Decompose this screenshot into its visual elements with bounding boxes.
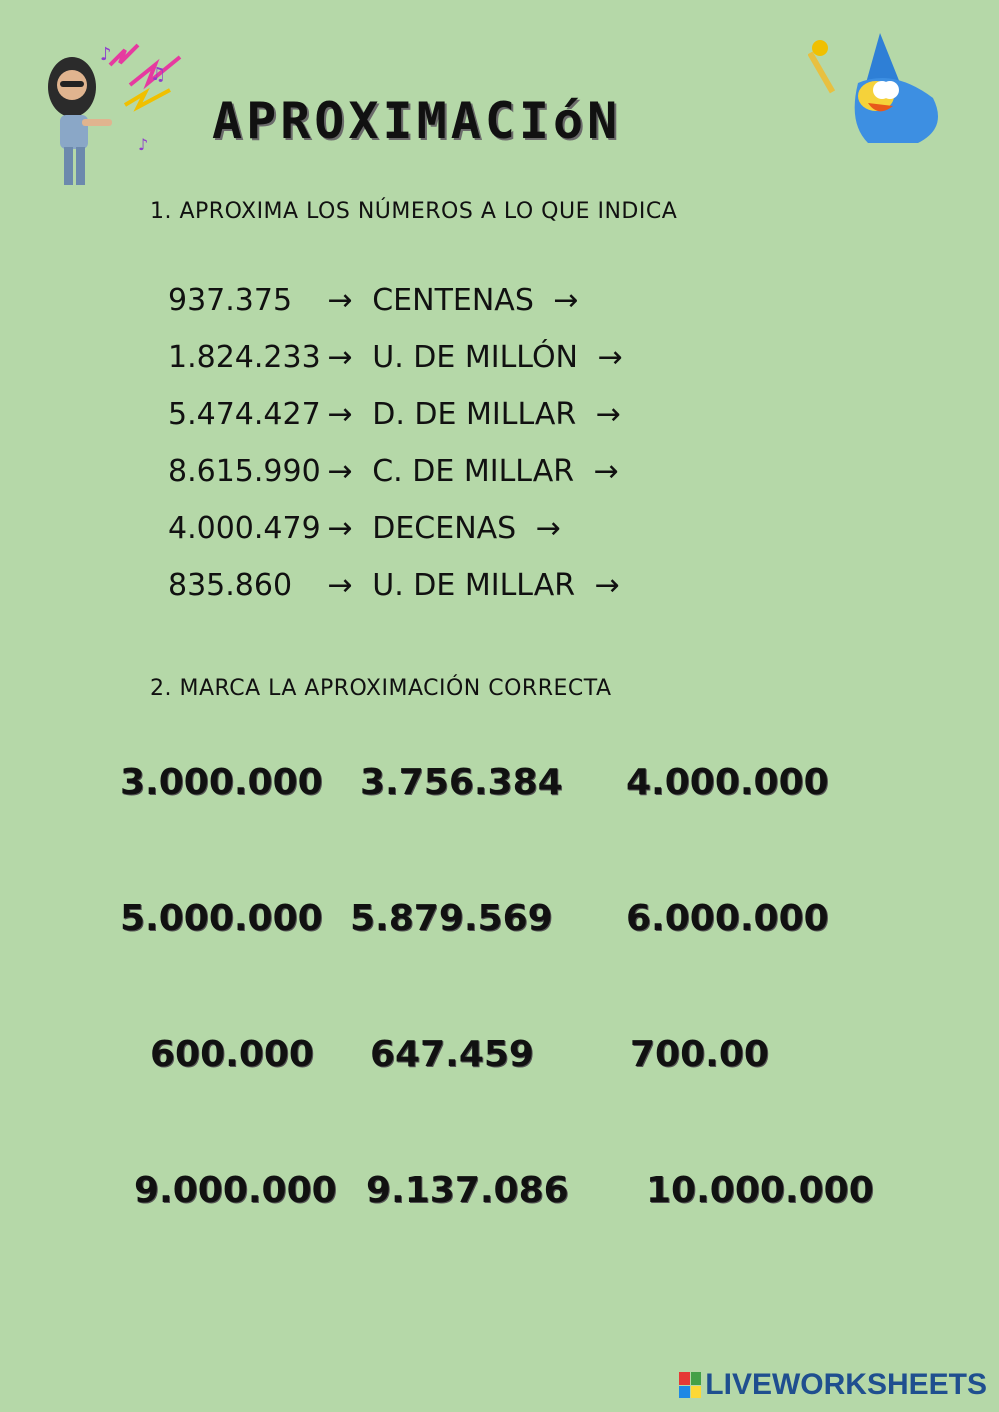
option-value[interactable]: 9.137.086 — [366, 1170, 569, 1211]
section1-instruction: 1. APROXIMA LOS NÚMEROS A LO QUE INDICA — [150, 199, 678, 224]
brand-footer — [679, 1368, 987, 1402]
arrow-icon: → — [597, 340, 623, 375]
brand-label: LIVEWORKSHEETS — [705, 1368, 987, 1401]
liveworksheets-logo-icon — [679, 1372, 701, 1398]
arrow-icon: → — [327, 283, 353, 318]
arrow-icon: → — [553, 283, 579, 318]
option-value[interactable]: 6.000.000 — [626, 898, 829, 939]
option-value[interactable]: 4.000.000 — [626, 762, 829, 803]
option-value[interactable]: 600.000 — [150, 1034, 314, 1075]
list-item — [168, 340, 633, 375]
svg-text:♫: ♫ — [150, 64, 167, 85]
arrow-icon: → — [594, 568, 620, 603]
option-value[interactable]: 9.000.000 — [134, 1170, 337, 1211]
target-label: U. DE MILLÓN — [372, 340, 579, 375]
arrow-icon: → — [327, 454, 353, 489]
number-value: 835.860 — [168, 568, 293, 603]
page-title: APROXIMACIóN — [212, 92, 622, 150]
svg-text:♪: ♪ — [138, 135, 149, 154]
arrow-icon: → — [327, 568, 353, 603]
target-label: U. DE MILLAR — [372, 568, 576, 603]
option-value[interactable]: 700.00 — [630, 1034, 769, 1075]
section2-instruction: 2. MARCA LA APROXIMACIÓN CORRECTA — [150, 676, 612, 701]
list-item — [168, 511, 571, 546]
list-item — [168, 454, 629, 489]
option-value[interactable]: 10.000.000 — [646, 1170, 874, 1211]
arrow-icon: → — [595, 397, 621, 432]
arrow-icon: → — [535, 511, 561, 546]
list-item — [168, 568, 630, 603]
kamek-wizard-icon — [808, 28, 958, 148]
bitmoji-avatar-guitar-icon — [30, 35, 190, 195]
number-value: 4.000.479 — [168, 511, 321, 546]
target-label: C. DE MILLAR — [372, 454, 575, 489]
option-value[interactable]: 3.756.384 — [360, 762, 563, 803]
option-value[interactable]: 5.879.569 — [350, 898, 553, 939]
list-item — [168, 397, 631, 432]
number-value: 1.824.233 — [168, 340, 321, 375]
arrow-icon: → — [593, 454, 619, 489]
number-value: 5.474.427 — [168, 397, 321, 432]
arrow-icon: → — [327, 397, 353, 432]
arrow-icon: → — [327, 511, 353, 546]
arrow-icon: → — [327, 340, 353, 375]
target-label: CENTENAS — [372, 283, 534, 318]
option-value[interactable]: 5.000.000 — [120, 898, 323, 939]
target-label: D. DE MILLAR — [372, 397, 577, 432]
svg-text:♪: ♪ — [100, 44, 112, 65]
number-value: 8.615.990 — [168, 454, 321, 489]
list-item — [168, 283, 589, 318]
option-value[interactable]: 647.459 — [370, 1034, 534, 1075]
option-value[interactable]: 3.000.000 — [120, 762, 323, 803]
target-label: DECENAS — [372, 511, 517, 546]
number-value: 937.375 — [168, 283, 293, 318]
